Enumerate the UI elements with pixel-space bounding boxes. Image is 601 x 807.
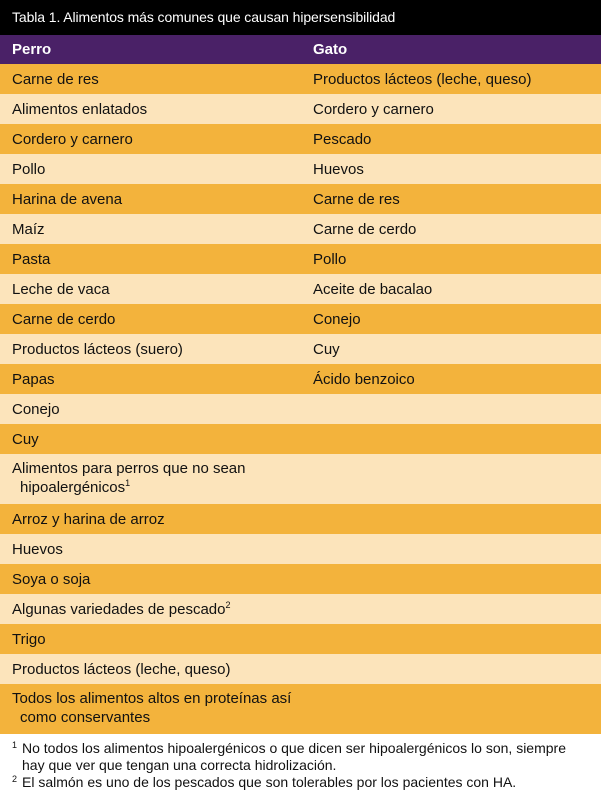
footnotes <box>0 734 601 791</box>
dog-cell-text: hipoalergénicos <box>20 479 126 496</box>
footnote-marker: 1 <box>125 478 131 488</box>
dog-cell: Cuy <box>12 431 39 448</box>
dog-cell: Soya o soja <box>12 571 91 588</box>
dog-cell: Productos lácteos (suero) <box>12 341 183 358</box>
table-row <box>0 124 601 154</box>
cat-cell: Cordero y carnero <box>313 101 434 118</box>
table-row <box>0 454 601 504</box>
dog-cell-line: como conservantes <box>20 709 151 726</box>
dog-cell: Pasta <box>12 251 51 268</box>
table-row <box>0 214 601 244</box>
footnote-text: El salmón es uno de los pescados que son tolerables por los pacientes con HA. <box>22 774 517 790</box>
dog-cell: Conejo <box>12 401 60 418</box>
dog-cell-text: Algunas variedades de pescado <box>12 601 226 618</box>
cat-cell: Pollo <box>313 251 347 268</box>
table-row <box>0 244 601 274</box>
table-row <box>0 504 601 534</box>
dog-cell: Cordero y carnero <box>12 131 133 148</box>
table-row <box>0 364 601 394</box>
dog-cell-line <box>12 478 293 497</box>
table-row <box>0 304 601 334</box>
header-dog: Perro <box>12 41 52 58</box>
dog-cell: Pollo <box>12 161 46 178</box>
cat-cell <box>301 534 601 564</box>
table-row <box>0 274 601 304</box>
cat-cell <box>301 654 601 684</box>
cat-cell <box>301 594 601 624</box>
table-row <box>0 594 601 624</box>
dog-cell: Productos lácteos (leche, queso) <box>12 661 231 678</box>
dog-cell <box>0 594 301 624</box>
footnote-marker: 2 <box>225 600 231 610</box>
cat-cell <box>301 564 601 594</box>
footnote: 1 No todos los alimentos hipoalergénicos o que dicen ser hipoalergénicos lo son, siempre hay que ver que tengan una correcta hidrolización. <box>12 740 566 773</box>
dog-cell: Harina de avena <box>12 191 123 208</box>
cat-cell: Carne de res <box>313 191 400 208</box>
table-caption: Tabla 1. Alimentos más comunes que causan hipersensibilidad <box>0 0 601 35</box>
cat-cell: Conejo <box>313 311 361 328</box>
dog-cell-line: Todos los alimentos altos en proteínas así <box>12 690 292 707</box>
table-row <box>0 564 601 594</box>
footnote-text: No todos los alimentos hipoalergénicos o que dicen ser hipoalergénicos lo son, siempre hay que ver que tengan una correcta hidrolización. <box>22 740 566 773</box>
table-row <box>0 684 601 734</box>
dog-cell: Leche de vaca <box>12 281 110 298</box>
table-row <box>0 624 601 654</box>
cat-cell <box>301 624 601 654</box>
cat-cell: Productos lácteos (leche, queso) <box>313 71 532 88</box>
table-row <box>0 654 601 684</box>
cat-cell: Cuy <box>313 341 340 358</box>
cat-cell: Pescado <box>313 131 372 148</box>
cat-cell <box>301 684 601 734</box>
dog-cell <box>0 454 301 504</box>
cat-cell: Huevos <box>313 161 364 178</box>
dog-cell <box>0 684 301 734</box>
cat-cell <box>301 454 601 504</box>
cat-cell <box>301 394 601 424</box>
footnote: 2 El salmón es uno de los pescados que son tolerables por los pacientes con HA. <box>12 774 517 790</box>
cat-cell <box>301 424 601 454</box>
dog-cell: Carne de res <box>12 71 99 88</box>
table-row <box>0 334 601 364</box>
table-row <box>0 394 601 424</box>
dog-cell-line: Alimentos para perros que no sean <box>12 460 246 477</box>
dog-cell: Trigo <box>12 631 46 648</box>
table-row <box>0 94 601 124</box>
cat-cell <box>301 504 601 534</box>
dog-cell: Huevos <box>12 541 63 558</box>
table-row <box>0 424 601 454</box>
cat-cell: Carne de cerdo <box>313 221 417 238</box>
dog-cell: Alimentos enlatados <box>12 101 148 118</box>
table-row <box>0 64 601 94</box>
dog-cell: Papas <box>12 371 55 388</box>
header-cat: Gato <box>313 41 348 58</box>
cat-cell: Aceite de bacalao <box>313 281 433 298</box>
table-header-row <box>0 35 601 64</box>
dog-cell: Arroz y harina de arroz <box>12 511 165 528</box>
table-row <box>0 184 601 214</box>
table-row <box>0 534 601 564</box>
cat-cell: Ácido benzoico <box>313 371 415 388</box>
dog-cell: Maíz <box>12 221 45 238</box>
table-row <box>0 154 601 184</box>
dog-cell: Carne de cerdo <box>12 311 116 328</box>
